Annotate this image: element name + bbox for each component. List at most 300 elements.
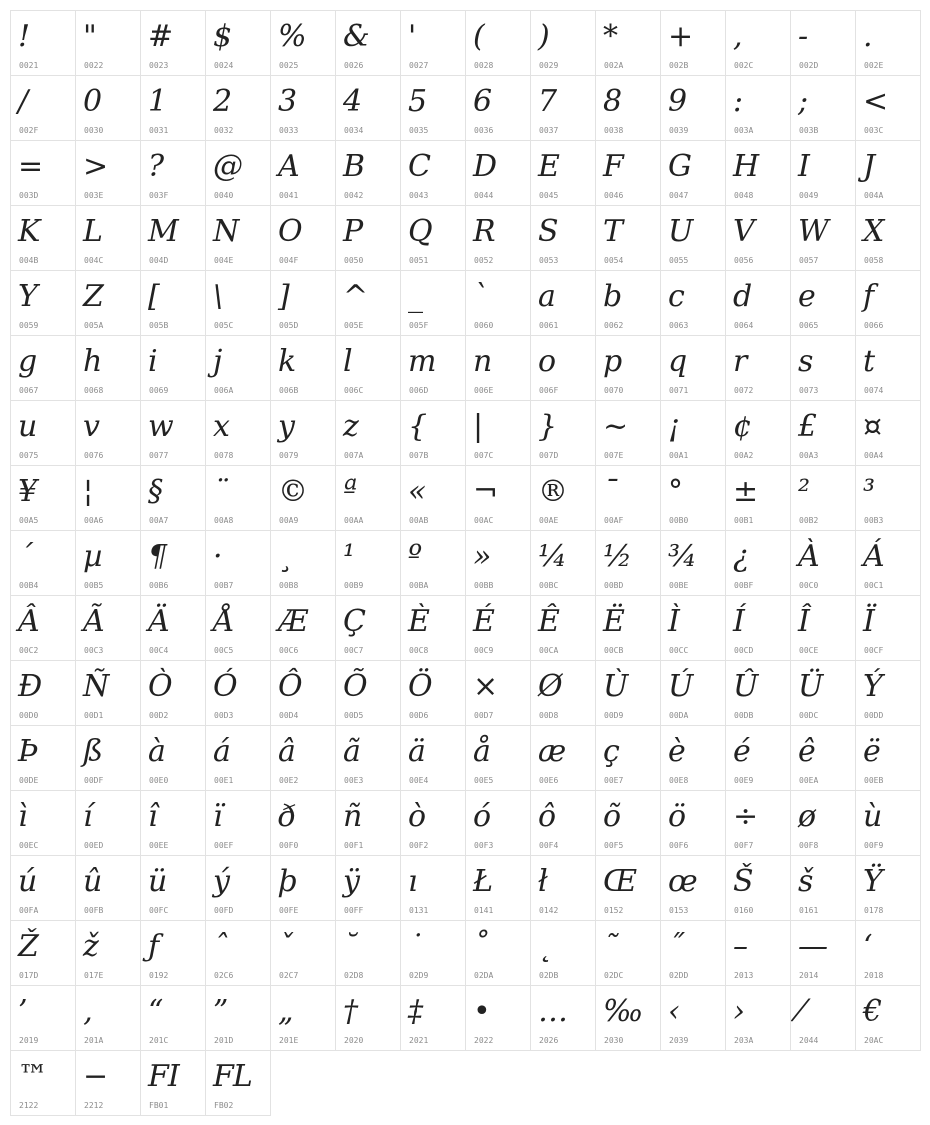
- glyph-sample: O: [278, 214, 302, 249]
- glyph-cell: [725, 660, 791, 726]
- glyph-cell: [725, 205, 791, 271]
- glyph-codepoint: 006C: [344, 386, 364, 395]
- glyph-codepoint: 00D6: [409, 711, 429, 720]
- glyph-codepoint: 00E2: [279, 776, 299, 785]
- glyph-cell: [855, 595, 921, 661]
- glyph-cell: [725, 985, 791, 1051]
- glyph-cell: [465, 985, 531, 1051]
- glyph-codepoint: 00BF: [734, 581, 754, 590]
- glyph-cell: [205, 985, 271, 1051]
- glyph-cell: [595, 10, 661, 76]
- glyph-cell: [205, 1050, 271, 1116]
- glyph-cell: [790, 660, 856, 726]
- glyph-cell: [465, 270, 531, 336]
- glyph-codepoint: 00D5: [344, 711, 364, 720]
- glyph-codepoint: 00A2: [734, 451, 754, 460]
- glyph-cell: [400, 985, 466, 1051]
- glyph-sample: †: [343, 994, 357, 1029]
- glyph-cell: [790, 920, 856, 986]
- glyph-sample: ã: [343, 734, 360, 769]
- glyph-codepoint: 0050: [344, 256, 364, 265]
- glyph-cell: [400, 335, 466, 401]
- glyph-sample: n: [473, 344, 492, 379]
- glyph-codepoint: 00B2: [799, 516, 819, 525]
- glyph-codepoint: 2039: [669, 1036, 689, 1045]
- glyph-sample: ÿ: [343, 864, 359, 899]
- glyph-cell: [400, 725, 466, 791]
- glyph-codepoint: 0026: [344, 61, 364, 70]
- glyph-codepoint: 0192: [149, 971, 169, 980]
- glyph-cell: [530, 335, 596, 401]
- glyph-codepoint: 0034: [344, 126, 364, 135]
- glyph-cell: [270, 335, 336, 401]
- glyph-cell: [140, 10, 206, 76]
- glyph-cell: [855, 530, 921, 596]
- glyph-sample: }: [538, 409, 557, 444]
- glyph-codepoint: 0058: [864, 256, 884, 265]
- glyph-cell: [595, 465, 661, 531]
- glyph-cell: [335, 140, 401, 206]
- glyph-codepoint: 0049: [799, 191, 819, 200]
- glyph-sample: T: [603, 214, 623, 249]
- glyph-codepoint: 0033: [279, 126, 299, 135]
- glyph-codepoint: 00B6: [149, 581, 169, 590]
- glyph-sample: ¡: [668, 409, 680, 444]
- glyph-sample: d: [733, 279, 752, 314]
- glyph-cell: [10, 1050, 76, 1116]
- glyph-cell: [75, 725, 141, 791]
- glyph-codepoint: 00EF: [214, 841, 234, 850]
- glyph-sample: Ê: [538, 604, 559, 639]
- glyph-codepoint: 0060: [474, 321, 494, 330]
- glyph-sample: ÷: [733, 799, 758, 834]
- glyph-codepoint: 0029: [539, 61, 559, 70]
- glyph-cell: [660, 140, 726, 206]
- glyph-codepoint: 0069: [149, 386, 169, 395]
- glyph-sample: FI: [148, 1059, 179, 1094]
- glyph-sample: v: [83, 409, 99, 444]
- glyph-sample: V: [733, 214, 754, 249]
- glyph-cell: [660, 855, 726, 921]
- glyph-cell: [140, 75, 206, 141]
- glyph-sample: P: [343, 214, 363, 249]
- glyph-cell: [140, 855, 206, 921]
- glyph-cell: [595, 205, 661, 271]
- glyph-codepoint: 00DE: [19, 776, 39, 785]
- glyph-cell: [660, 725, 726, 791]
- glyph-cell: [270, 855, 336, 921]
- glyph-codepoint: 00C9: [474, 646, 494, 655]
- glyph-codepoint: 00C3: [84, 646, 104, 655]
- glyph-sample: a: [538, 279, 555, 314]
- glyph-cell: [855, 660, 921, 726]
- glyph-codepoint: 00D9: [604, 711, 624, 720]
- glyph-codepoint: 02D9: [409, 971, 429, 980]
- glyph-sample: ‘: [863, 929, 872, 964]
- glyph-sample: „: [278, 994, 293, 1029]
- glyph-codepoint: 02D8: [344, 971, 364, 980]
- glyph-codepoint: 0079: [279, 451, 299, 460]
- glyph-codepoint: 00EB: [864, 776, 884, 785]
- glyph-sample: t: [863, 344, 875, 379]
- glyph-cell: [790, 855, 856, 921]
- glyph-sample: Ñ: [83, 669, 109, 704]
- glyph-codepoint: 00AF: [604, 516, 624, 525]
- glyph-cell: [10, 725, 76, 791]
- glyph-cell: [725, 270, 791, 336]
- glyph-codepoint: 00E1: [214, 776, 234, 785]
- glyph-codepoint: 0023: [149, 61, 169, 70]
- glyph-codepoint: 00CE: [799, 646, 819, 655]
- glyph-cell: [270, 205, 336, 271]
- glyph-cell: [75, 140, 141, 206]
- glyph-sample: Y: [18, 279, 37, 314]
- glyph-codepoint: 0040: [214, 191, 234, 200]
- glyph-codepoint: 2044: [799, 1036, 819, 1045]
- glyph-sample: …: [538, 994, 567, 1029]
- glyph-cell: [10, 400, 76, 466]
- glyph-codepoint: 00BD: [604, 581, 624, 590]
- glyph-codepoint: 02DD: [669, 971, 689, 980]
- glyph-cell: [790, 205, 856, 271]
- glyph-codepoint: 007A: [344, 451, 364, 460]
- glyph-sample: É: [473, 604, 494, 639]
- glyph-codepoint: 006F: [539, 386, 559, 395]
- glyph-cell: [75, 465, 141, 531]
- glyph-sample: ´: [18, 539, 32, 574]
- glyph-cell: [465, 790, 531, 856]
- glyph-codepoint: 00FF: [344, 906, 364, 915]
- glyph-codepoint: 2030: [604, 1036, 624, 1045]
- glyph-codepoint: 203A: [734, 1036, 754, 1045]
- glyph-sample: Þ: [18, 734, 38, 769]
- glyph-codepoint: 003D: [19, 191, 39, 200]
- glyph-cell: [465, 855, 531, 921]
- glyph-sample: ¥: [18, 474, 37, 509]
- glyph-codepoint: 00AC: [474, 516, 494, 525]
- glyph-sample: 0: [83, 84, 102, 119]
- glyph-codepoint: 02DB: [539, 971, 559, 980]
- glyph-codepoint: 00B5: [84, 581, 104, 590]
- glyph-codepoint: 00E6: [539, 776, 559, 785]
- glyph-sample: Ì: [668, 604, 679, 639]
- glyph-codepoint: 0032: [214, 126, 234, 135]
- glyph-sample: ù: [863, 799, 882, 834]
- glyph-codepoint: 0035: [409, 126, 429, 135]
- glyph-cell: [10, 335, 76, 401]
- glyph-cell: [660, 660, 726, 726]
- glyph-codepoint: 005E: [344, 321, 364, 330]
- glyph-codepoint: 007C: [474, 451, 494, 460]
- glyph-codepoint: FB02: [214, 1101, 234, 1110]
- glyph-sample: ‹: [668, 994, 679, 1029]
- glyph-codepoint: 004E: [214, 256, 234, 265]
- glyph-sample: x: [213, 409, 229, 444]
- glyph-codepoint: 0062: [604, 321, 624, 330]
- glyph-codepoint: 005B: [149, 321, 169, 330]
- glyph-codepoint: 00C8: [409, 646, 429, 655]
- glyph-cell: [660, 985, 726, 1051]
- glyph-sample: |: [473, 409, 483, 444]
- glyph-sample: ñ: [343, 799, 362, 834]
- glyph-codepoint: 00DD: [864, 711, 884, 720]
- glyph-codepoint: 007B: [409, 451, 429, 460]
- glyph-codepoint: 00B7: [214, 581, 234, 590]
- glyph-cell: [725, 790, 791, 856]
- glyph-sample: õ: [603, 799, 621, 834]
- glyph-codepoint: 201D: [214, 1036, 234, 1045]
- glyph-cell: [75, 530, 141, 596]
- glyph-sample: p: [603, 344, 622, 379]
- glyph-cell: [530, 725, 596, 791]
- glyph-cell: [335, 530, 401, 596]
- glyph-codepoint: 02C6: [214, 971, 234, 980]
- glyph-cell: [790, 400, 856, 466]
- glyph-codepoint: 00C4: [149, 646, 169, 655]
- glyph-sample: ~: [603, 409, 628, 444]
- glyph-codepoint: 0142: [539, 906, 559, 915]
- glyph-codepoint: 0153: [669, 906, 689, 915]
- glyph-cell: [335, 465, 401, 531]
- glyph-sample: ?: [148, 149, 164, 184]
- glyph-sample: ª: [343, 474, 357, 509]
- glyph-sample: K: [18, 214, 40, 249]
- glyph-sample: M: [148, 214, 178, 249]
- glyph-cell: [855, 270, 921, 336]
- glyph-sample: ¿: [733, 539, 749, 574]
- glyph-cell: [400, 140, 466, 206]
- glyph-cell: [75, 335, 141, 401]
- glyph-codepoint: 00EA: [799, 776, 819, 785]
- glyph-codepoint: 0059: [19, 321, 39, 330]
- glyph-sample: 5: [408, 84, 427, 119]
- glyph-cell: [595, 920, 661, 986]
- glyph-cell: [75, 10, 141, 76]
- glyph-sample: ×: [473, 669, 498, 704]
- glyph-codepoint: 00F6: [669, 841, 689, 850]
- glyph-codepoint: 2122: [19, 1101, 39, 1110]
- glyph-sample: ˛: [538, 929, 552, 964]
- glyph-codepoint: 00A1: [669, 451, 689, 460]
- glyph-sample: ý: [213, 864, 229, 899]
- glyph-sample: G: [668, 149, 691, 184]
- glyph-cell: [335, 75, 401, 141]
- glyph-codepoint: 0073: [799, 386, 819, 395]
- glyph-cell: [400, 855, 466, 921]
- glyph-codepoint: 00EC: [19, 841, 39, 850]
- glyph-cell: [400, 465, 466, 531]
- glyph-sample: L: [83, 214, 102, 249]
- glyph-cell: [855, 985, 921, 1051]
- glyph-cell: [790, 595, 856, 661]
- glyph-sample: Æ: [278, 604, 308, 639]
- glyph-cell: [75, 855, 141, 921]
- glyph-cell: [10, 855, 76, 921]
- glyph-sample: —: [798, 929, 827, 964]
- glyph-cell: [465, 530, 531, 596]
- glyph-cell: [660, 400, 726, 466]
- glyph-codepoint: 004B: [19, 256, 39, 265]
- glyph-sample: ˚: [473, 929, 487, 964]
- glyph-sample: ì: [18, 799, 27, 834]
- glyph-sample: −: [83, 1059, 108, 1094]
- glyph-sample: û: [83, 864, 102, 899]
- glyph-cell: [400, 660, 466, 726]
- glyph-sample: ı: [408, 864, 417, 899]
- glyph-cell: [270, 10, 336, 76]
- glyph-codepoint: 00CF: [864, 646, 884, 655]
- glyph-codepoint: 2019: [19, 1036, 39, 1045]
- glyph-sample: Ý: [863, 669, 882, 704]
- glyph-sample: Ï: [863, 604, 874, 639]
- glyph-sample: œ: [668, 864, 697, 899]
- glyph-codepoint: 0028: [474, 61, 494, 70]
- glyph-cell: [10, 660, 76, 726]
- glyph-cell: [400, 595, 466, 661]
- glyph-sample: ó: [473, 799, 491, 834]
- glyph-sample: X: [863, 214, 884, 249]
- glyph-cell: [595, 400, 661, 466]
- glyph-codepoint: 003C: [864, 126, 884, 135]
- glyph-codepoint: 2021: [409, 1036, 429, 1045]
- glyph-sample: g: [18, 344, 37, 379]
- glyph-sample: ©: [278, 474, 307, 509]
- glyph-sample: 6: [473, 84, 492, 119]
- glyph-codepoint: 00F3: [474, 841, 494, 850]
- glyph-cell: [140, 725, 206, 791]
- glyph-codepoint: 00CA: [539, 646, 559, 655]
- glyph-codepoint: 00D7: [474, 711, 494, 720]
- glyph-codepoint: 002B: [669, 61, 689, 70]
- glyph-codepoint: 0067: [19, 386, 39, 395]
- glyph-cell: [465, 75, 531, 141]
- glyph-cell: [10, 205, 76, 271]
- glyph-sample: Ú: [668, 669, 693, 704]
- glyph-codepoint: 00D8: [539, 711, 559, 720]
- glyph-cell: [140, 920, 206, 986]
- glyph-sample: ˇ: [278, 929, 292, 964]
- glyph-codepoint: 00F0: [279, 841, 299, 850]
- glyph-codepoint: 002E: [864, 61, 884, 70]
- glyph-cell: [140, 205, 206, 271]
- glyph-cell: [790, 140, 856, 206]
- glyph-cell: [335, 400, 401, 466]
- glyph-sample: ½: [603, 539, 632, 574]
- glyph-sample: á: [213, 734, 230, 769]
- glyph-sample: y: [278, 409, 294, 444]
- glyph-codepoint: 00DB: [734, 711, 754, 720]
- glyph-sample: i: [148, 344, 157, 379]
- glyph-cell: [530, 660, 596, 726]
- glyph-codepoint: 005C: [214, 321, 234, 330]
- glyph-sample: H: [733, 149, 759, 184]
- glyph-cell: [10, 75, 76, 141]
- glyph-codepoint: 00FC: [149, 906, 169, 915]
- glyph-sample: .: [863, 19, 872, 54]
- glyph-cell: [855, 10, 921, 76]
- glyph-sample: €: [863, 994, 882, 1029]
- glyph-cell: [75, 595, 141, 661]
- glyph-sample: e: [798, 279, 815, 314]
- glyph-sample: u: [18, 409, 37, 444]
- glyph-sample: f: [863, 279, 874, 314]
- glyph-cell: [790, 335, 856, 401]
- glyph-codepoint: 00D2: [149, 711, 169, 720]
- glyph-sample: ,: [733, 19, 742, 54]
- glyph-codepoint: 00B3: [864, 516, 884, 525]
- glyph-cell: [270, 985, 336, 1051]
- glyph-codepoint: 0066: [864, 321, 884, 330]
- glyph-codepoint: 00A7: [149, 516, 169, 525]
- glyph-cell: [465, 140, 531, 206]
- glyph-sample: -: [798, 19, 808, 54]
- glyph-sample: ": [83, 19, 96, 54]
- glyph-sample: Ù: [603, 669, 628, 704]
- glyph-codepoint: 00F1: [344, 841, 364, 850]
- glyph-codepoint: 00CC: [669, 646, 689, 655]
- glyph-cell: [10, 270, 76, 336]
- glyph-cell: [10, 985, 76, 1051]
- glyph-sample: w: [148, 409, 173, 444]
- glyph-sample: ¹: [343, 539, 355, 574]
- glyph-sample: Ð: [18, 669, 42, 704]
- glyph-cell: [335, 595, 401, 661]
- glyph-cell: [205, 270, 271, 336]
- glyph-codepoint: 00E0: [149, 776, 169, 785]
- glyph-cell: [270, 790, 336, 856]
- glyph-sample: Î: [798, 604, 809, 639]
- glyph-sample: +: [668, 19, 693, 54]
- glyph-cell: [725, 530, 791, 596]
- glyph-cell: [595, 335, 661, 401]
- glyph-cell: [140, 335, 206, 401]
- glyph-sample: ƒ: [148, 929, 159, 964]
- glyph-cell: [205, 400, 271, 466]
- glyph-codepoint: 00DC: [799, 711, 819, 720]
- glyph-codepoint: 004D: [149, 256, 169, 265]
- glyph-sample: ²: [798, 474, 810, 509]
- glyph-sample: s: [798, 344, 813, 379]
- glyph-codepoint: 02DC: [604, 971, 624, 980]
- glyph-codepoint: 0131: [409, 906, 429, 915]
- glyph-cell: [660, 595, 726, 661]
- glyph-sample: ›: [733, 994, 744, 1029]
- glyph-cell: [725, 75, 791, 141]
- glyph-cell: [335, 985, 401, 1051]
- glyph-cell: [595, 595, 661, 661]
- glyph-codepoint: 017E: [84, 971, 104, 980]
- glyph-codepoint: 00FA: [19, 906, 39, 915]
- glyph-cell: [855, 205, 921, 271]
- glyph-codepoint: 00FB: [84, 906, 104, 915]
- glyph-cell: [725, 920, 791, 986]
- glyph-cell: [725, 140, 791, 206]
- glyph-sample: ˙: [408, 929, 422, 964]
- glyph-sample: ò: [408, 799, 426, 834]
- glyph-cell: [530, 790, 596, 856]
- glyph-cell: [10, 140, 76, 206]
- glyph-codepoint: 007D: [539, 451, 559, 460]
- glyph-sample: Û: [733, 669, 758, 704]
- glyph-sample: î: [148, 799, 157, 834]
- glyph-cell: [530, 205, 596, 271]
- glyph-codepoint: 004C: [84, 256, 104, 265]
- glyph-codepoint: 0055: [669, 256, 689, 265]
- glyph-cell: [75, 400, 141, 466]
- glyph-codepoint: 005D: [279, 321, 299, 330]
- glyph-cell: [790, 10, 856, 76]
- glyph-sample: ™: [18, 1059, 47, 1094]
